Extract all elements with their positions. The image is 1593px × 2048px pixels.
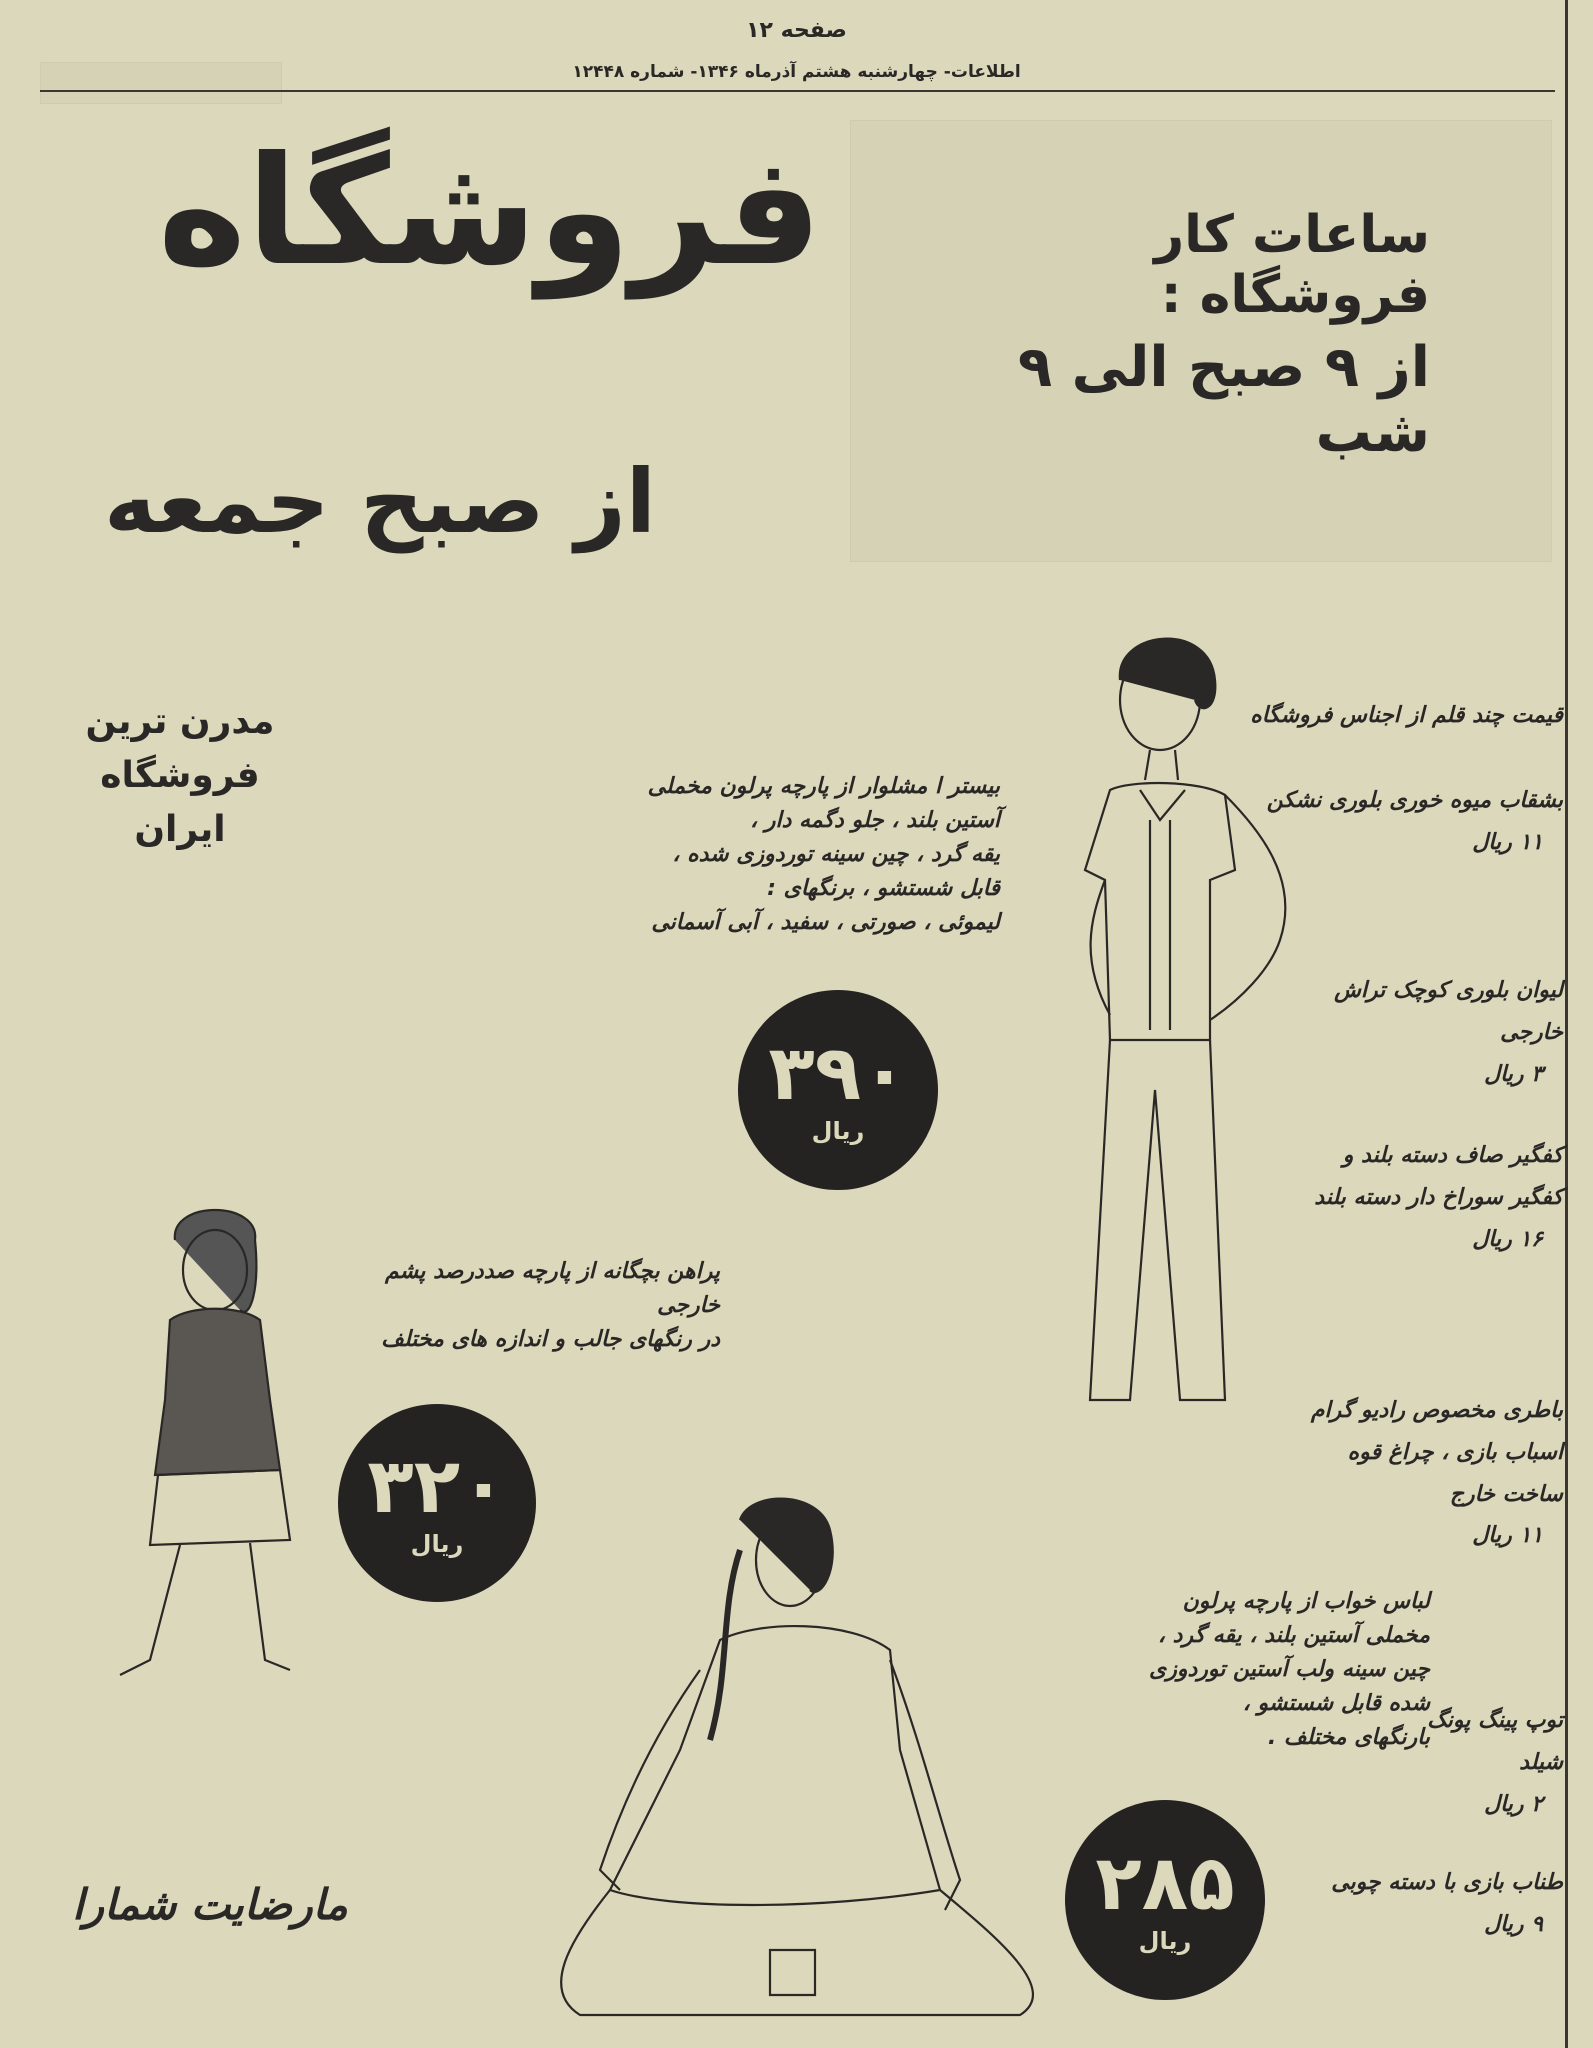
side-prices-heading: قیمت چند قلم از اجناس فروشگاه — [1250, 703, 1563, 728]
item-line: طناب بازی با دسته چوبی — [1331, 1870, 1563, 1895]
side-price-item — [1193, 1700, 1563, 1825]
item-price: ۹ ریال — [1484, 1911, 1543, 1937]
hours-value: از ۹ صبح الی ۹ شب — [1017, 335, 1430, 465]
item-line: لیوان بلوری کوچک تراش — [1334, 978, 1563, 1003]
price-value: ۳۹۰ — [768, 1028, 908, 1117]
description-line: لیموئی ، صورتی ، سفید ، آبی آسمانی — [651, 910, 1000, 936]
item-line: توپ پینگ پونگ — [1427, 1708, 1563, 1733]
item-line: خارجی — [1500, 1019, 1563, 1045]
signature-text: مارضایت شمارا — [72, 1880, 348, 1929]
item-line: اسباب بازی ، چراغ قوه — [1347, 1439, 1563, 1465]
girl-dress-illustration — [90, 1200, 350, 1680]
issue-info: اطلاعات- چهارشنبه هشتم آذرماه ۱۳۴۶- شماره ۱۲۴۴۸ — [572, 62, 1021, 82]
product-description-pantsuit — [640, 770, 1000, 940]
description-line: بارنگهای مختلف . — [1267, 1725, 1430, 1751]
woman-pantsuit-illustration — [1010, 620, 1330, 1420]
description-line: لباس خواب از پارچه پرلون مخملی آستین بلند ، یقه گرد ، — [1157, 1589, 1430, 1649]
price-value: ۲۸۵ — [1095, 1838, 1235, 1927]
item-line: ساخت خارج — [1449, 1481, 1563, 1507]
product-description-girls-dress — [380, 1255, 720, 1357]
page-number: صفحه ۱۲ — [746, 18, 847, 43]
item-price: ۱۶ ریال — [1472, 1226, 1543, 1252]
price-currency: ریال — [1138, 1927, 1192, 1955]
item-line: بشقاب میوه خوری بلوری نشکن — [1266, 788, 1563, 813]
opening-subtitle: از صبح جمعه — [104, 450, 656, 553]
store-title: فروشگاه — [157, 125, 823, 299]
column-rule — [1565, 0, 1568, 2048]
item-price: ۳ ریال — [1484, 1061, 1543, 1087]
price-currency: ریال — [410, 1530, 464, 1558]
price-badge-girls-dress — [338, 1404, 536, 1602]
description-line: پراهن بچگانه از پارچه صددرصد پشم خارجی — [385, 1259, 720, 1319]
item-price: ۲ ریال — [1484, 1791, 1543, 1817]
tagline-line: فروشگاه — [100, 755, 260, 796]
description-line: بیستر ا مشلوار از پارچه پرلون مخملی آستین بلند ، جلو دگمه دار ، — [647, 774, 1000, 834]
item-line: کفگیر صاف دسته بلند و — [1342, 1143, 1563, 1168]
description-line: چین سینه ولب آستین توردوزی شده قابل شستشو ، — [1148, 1657, 1430, 1717]
price-value: ۳۲۰ — [367, 1441, 507, 1530]
side-price-item — [1193, 1862, 1563, 1946]
hours-label: ساعات کار فروشگاه : — [1154, 205, 1430, 325]
item-price: ۱۱ ریال — [1472, 1523, 1543, 1549]
header-rule — [40, 90, 1555, 92]
item-line: کفگیر سوراخ دار دسته بلند — [1314, 1184, 1563, 1210]
tagline-line: ایران — [134, 809, 226, 850]
price-badge-pantsuit — [738, 990, 938, 1190]
item-price: ۱۱ ریال — [1472, 829, 1543, 855]
item-line: باطری مخصوص رادیو گرام — [1310, 1398, 1563, 1423]
woman-nightgown-illustration — [520, 1490, 1080, 2020]
description-line: در رنگهای جالب و اندازه های مختلف — [381, 1327, 720, 1353]
tagline-line: مدرن ترین — [85, 701, 275, 742]
tagline — [70, 695, 290, 857]
description-line: یقه گرد ، چین سینه توردوزی شده ، قابل شستشو ، برنگهای : — [672, 842, 1000, 902]
item-line: شیلد — [1519, 1749, 1563, 1775]
price-currency: ریال — [811, 1117, 865, 1145]
